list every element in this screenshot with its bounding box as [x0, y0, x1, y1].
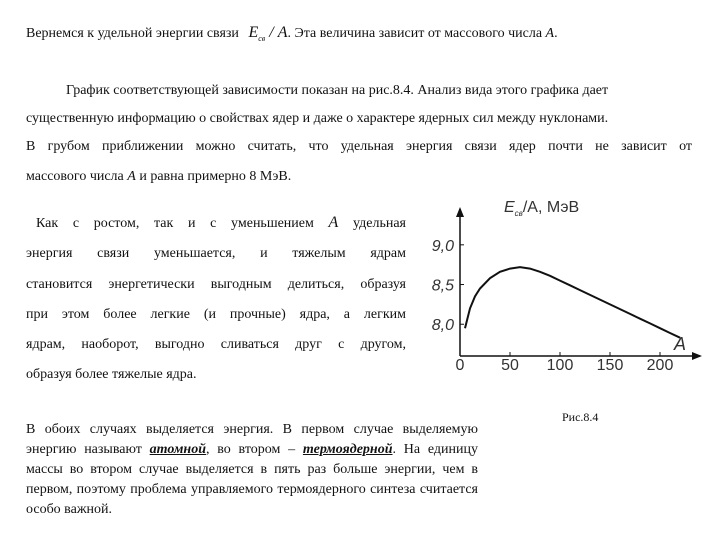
para4-text1: В обоих случаях выделяется энергия. В первом случае выделяемую энергию называют — [26, 422, 478, 457]
intro-line — [26, 24, 558, 48]
y-axis-arrow — [456, 207, 464, 217]
para2-line4-end: и равна примерно 8 МэВ. — [135, 169, 292, 184]
binding-energy-curve — [465, 267, 680, 338]
x-axis-arrow — [692, 352, 702, 360]
x-axis-label: A — [674, 334, 687, 354]
intro-text-after: . Эта величина зависит от массового числа — [287, 26, 546, 41]
para2-line1: График соответствующей зависимости показан на рис.8.4. Анализ вида этого графика дает — [66, 83, 609, 98]
y-axis-label: $E_{св}/A$, МэВ — [504, 199, 580, 218]
figure-caption: Рис.8.4 — [562, 410, 599, 424]
para2-line4 — [26, 168, 291, 186]
mass-number-symbol: A — [328, 214, 339, 231]
binding-energy-formula: $E_{св}$ / A — [248, 24, 288, 44]
mass-number-symbol: A — [545, 26, 555, 41]
para3-line6: образуя более тяжелые ядра. — [26, 367, 197, 382]
binding-energy-chart — [420, 196, 720, 386]
para3-line1 — [36, 214, 406, 233]
x-tick-label: 0 — [455, 357, 465, 374]
para4-text2: , во втором – — [205, 442, 303, 457]
x-tick-label: 150 — [596, 357, 624, 374]
para4-text3: . На единицу массы во втором случае выделяется в пять раз больше энергии, чем в первом, поэтому проблема управляемого термоядерного синтеза считается особо важной. — [26, 442, 478, 517]
intro-text: Вернемся к удельной энергии связи — [26, 26, 239, 41]
x-tick-label: 50 — [501, 357, 519, 374]
para3-line5: ядрам, наоборот, выгодно сливаться друг с другом, — [26, 337, 406, 352]
para4 — [26, 420, 478, 520]
y-tick-label: 8,5 — [431, 277, 454, 295]
term-thermonuclear: термоядерной — [302, 442, 393, 457]
para3-line2: энергия связи уменьшается, и тяжелым ядрам — [26, 246, 406, 261]
y-tick-label: 8,0 — [431, 317, 454, 335]
x-tick-label: 200 — [646, 357, 674, 374]
para2-line2: существенную информацию о свойствах ядер и даже о характере ядерных сил между нуклонами. — [26, 111, 609, 126]
para3-line3: становится энергетически выгодным делиться, образуя — [26, 277, 406, 292]
y-tick-label: 9,0 — [431, 237, 454, 255]
intro-period: . — [554, 26, 558, 41]
para3-line4: при этом более легкие (и прочные) ядра, а легким — [26, 307, 406, 322]
para2-line3: В грубом приближении можно считать, что удельная энергия связи ядер почти не зависит от — [26, 139, 692, 154]
para3-line1-text: Как с ростом, так и с уменьшением — [36, 216, 329, 231]
mass-number-symbol: A — [127, 169, 136, 184]
x-tick-label: 100 — [546, 357, 574, 374]
para2-line4-text: массового числа — [26, 169, 128, 184]
para3-line1-end: удельная — [338, 216, 406, 231]
term-atomic: атомной — [149, 442, 206, 457]
